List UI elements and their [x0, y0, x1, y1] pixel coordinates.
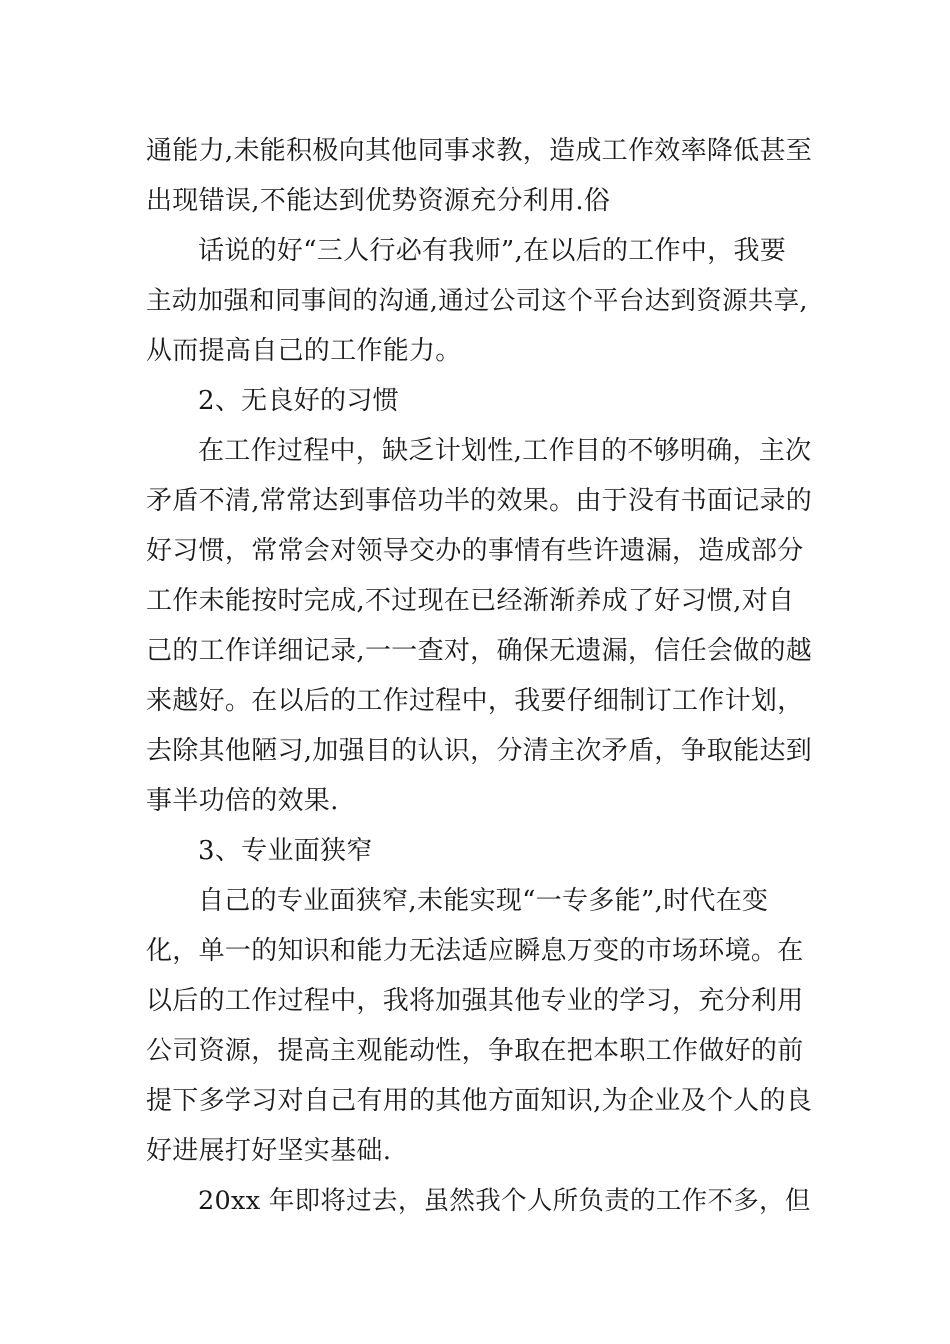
section-heading: 2、无良好的习惯 [198, 386, 399, 416]
text-line: 通能力,未能积极向其他同事求教，造成工作效率降低甚至 [146, 136, 813, 166]
paragraph-first-line: 话说的好“三人行必有我师”,在以后的工作中，我要 [198, 236, 787, 266]
text-line: 提下多学习对自己有用的其他方面知识,为企业及个人的良 [146, 1086, 813, 1116]
text-line: 矛盾不清,常常达到事倍功半的效果。由于没有书面记录的 [146, 486, 813, 516]
text-line: 出现错误,不能达到优势资源充分利用.俗 [146, 186, 611, 216]
text-line: 事半功倍的效果. [146, 786, 339, 816]
text-line: 去除其他陋习,加强目的认识，分清主次矛盾，争取能达到 [146, 736, 813, 766]
text-line: 己的工作详细记录,一一查对，确保无遗漏，信任会做的越 [146, 636, 813, 666]
text-line: 好进展打好坚实基础. [146, 1136, 392, 1166]
paragraph-first-line: 20xx 年即将过去，虽然我个人所负责的工作不多，但 [198, 1186, 811, 1216]
paragraph-first-line: 在工作过程中，缺乏计划性,工作目的不够明确，主次 [198, 436, 812, 466]
text-line: 公司资源，提高主观能动性，争取在把本职工作做好的前 [146, 1036, 804, 1066]
text-line: 从而提高自己的工作能力。 [146, 336, 462, 366]
text-line: 好习惯，常常会对领导交办的事情有些许遗漏，造成部分 [146, 536, 804, 566]
text-line: 工作未能按时完成,不过现在已经渐渐养成了好习惯,对自 [146, 586, 795, 616]
text-line: 以后的工作过程中，我将加强其他专业的学习，充分利用 [146, 986, 804, 1016]
section-heading: 3、专业面狭窄 [198, 836, 373, 866]
text-line: 主动加强和同事间的沟通,通过公司这个平台达到资源共享, [146, 286, 808, 316]
paragraph-first-line: 自己的专业面狭窄,未能实现“一专多能”,时代在变 [198, 886, 769, 916]
text-line: 来越好。在以后的工作过程中，我要仔细制订工作计划， [146, 686, 804, 716]
text-line: 化，单一的知识和能力无法适应瞬息万变的市场环境。在 [146, 936, 804, 966]
